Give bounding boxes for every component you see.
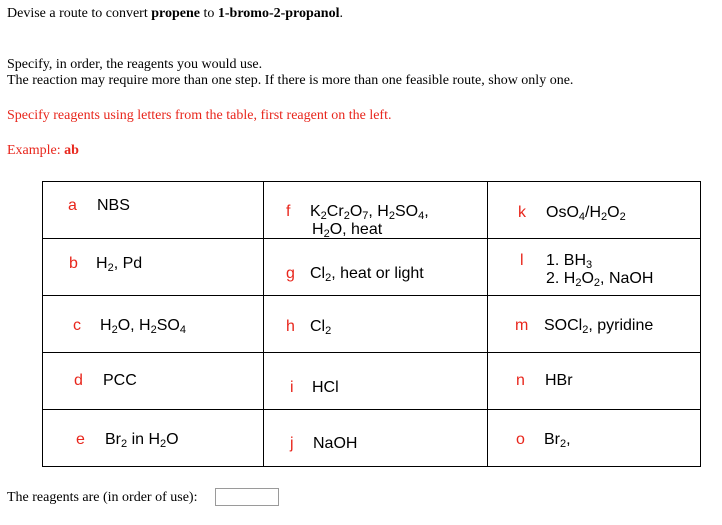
reagent-label: $Br_2$, <box>544 431 571 450</box>
reagent-letter: j <box>290 435 294 452</box>
answer-input[interactable] <box>215 488 279 506</box>
reagent-letter: k <box>518 204 526 221</box>
table-row <box>43 239 701 296</box>
reagent-letter: g <box>286 265 295 282</box>
title-prefix: Devise a route to convert <box>7 6 152 21</box>
reagent-label: $H_2$, Pd <box>96 255 143 274</box>
example-line <box>7 143 79 159</box>
example-value: ab <box>64 143 79 158</box>
reagent-label-line: $K_2Cr_2O_7$, $H_2SO_4$, <box>310 203 429 222</box>
reagent-letter: l <box>520 252 524 269</box>
reagent-label <box>546 252 653 288</box>
reagent-cell-g <box>264 239 488 296</box>
reagent-letter: a <box>68 197 77 214</box>
reagent-label: HBr <box>545 372 573 389</box>
reagent-cell-e <box>43 410 264 467</box>
question-title <box>7 6 343 22</box>
start-compound: propene <box>151 6 200 21</box>
reagent-letter: e <box>76 431 85 448</box>
target-compound: 1-bromo-2-propanol <box>217 6 340 21</box>
reagent-cell-d <box>43 353 264 410</box>
reagent-cell-n <box>488 353 701 410</box>
table-row <box>43 296 701 353</box>
reagent-letter: m <box>515 317 529 334</box>
reagent-cell-h <box>264 296 488 353</box>
title-suffix: . <box>339 6 343 21</box>
instruction-red: Specify reagents using letters from the table, first reagent on the left. <box>7 108 392 123</box>
reagent-label: $Cl_2$ <box>310 318 332 337</box>
instruction-line-2: The reaction may require more than one step. If there is more than one feasible route, show only one. <box>7 73 574 88</box>
example-label: Example: <box>7 143 65 158</box>
reagent-letter: c <box>73 317 81 334</box>
reagent-label-line: 2. $H_2O_2$, NaOH <box>546 270 654 289</box>
reagent-label-line: $H_2O$, heat <box>312 221 383 240</box>
reagent-label: $H_2O$, $H_2SO_4$ <box>100 317 186 336</box>
reagent-cell-a <box>43 182 264 239</box>
table-row <box>43 353 701 410</box>
table-row <box>43 182 701 239</box>
reagent-label: NaOH <box>313 435 358 452</box>
reagent-cell-c <box>43 296 264 353</box>
reagent-label-line: 1. $BH_3$ <box>546 252 593 271</box>
title-middle: to <box>199 6 218 21</box>
reagent-label <box>310 203 429 239</box>
reagent-cell-f <box>264 182 488 239</box>
reagent-letter: o <box>516 431 525 448</box>
reagent-label: HCl <box>312 379 339 396</box>
reagent-letter: b <box>69 255 78 272</box>
reagent-cell-m <box>488 296 701 353</box>
reagent-cell-i <box>264 353 488 410</box>
reagent-label: PCC <box>103 372 137 389</box>
reagent-cell-l <box>488 239 701 296</box>
reagent-label: SOCl$_2$, pyridine <box>544 317 654 336</box>
reagent-label: $Cl_2$, heat or light <box>310 265 424 284</box>
reagent-label: $Br_2$ in $H_2O$ <box>105 431 179 450</box>
reagent-label: NBS <box>97 197 130 214</box>
reagent-cell-j <box>264 410 488 467</box>
reagent-letter: d <box>74 372 83 389</box>
reagent-cell-o <box>488 410 701 467</box>
reagent-table <box>42 181 701 467</box>
reagent-letter: i <box>290 379 294 396</box>
instruction-line-1: Specify, in order, the reagents you would use. <box>7 57 263 72</box>
reagent-label: $OsO_4/H_2O_2$ <box>546 204 626 223</box>
reagent-letter: n <box>516 372 525 389</box>
answer-label: The reagents are (in order of use): <box>7 490 198 505</box>
reagent-letter: f <box>286 203 291 220</box>
reagent-cell-k <box>488 182 701 239</box>
table-row <box>43 410 701 467</box>
reagent-cell-b <box>43 239 264 296</box>
reagent-letter: h <box>286 318 295 335</box>
